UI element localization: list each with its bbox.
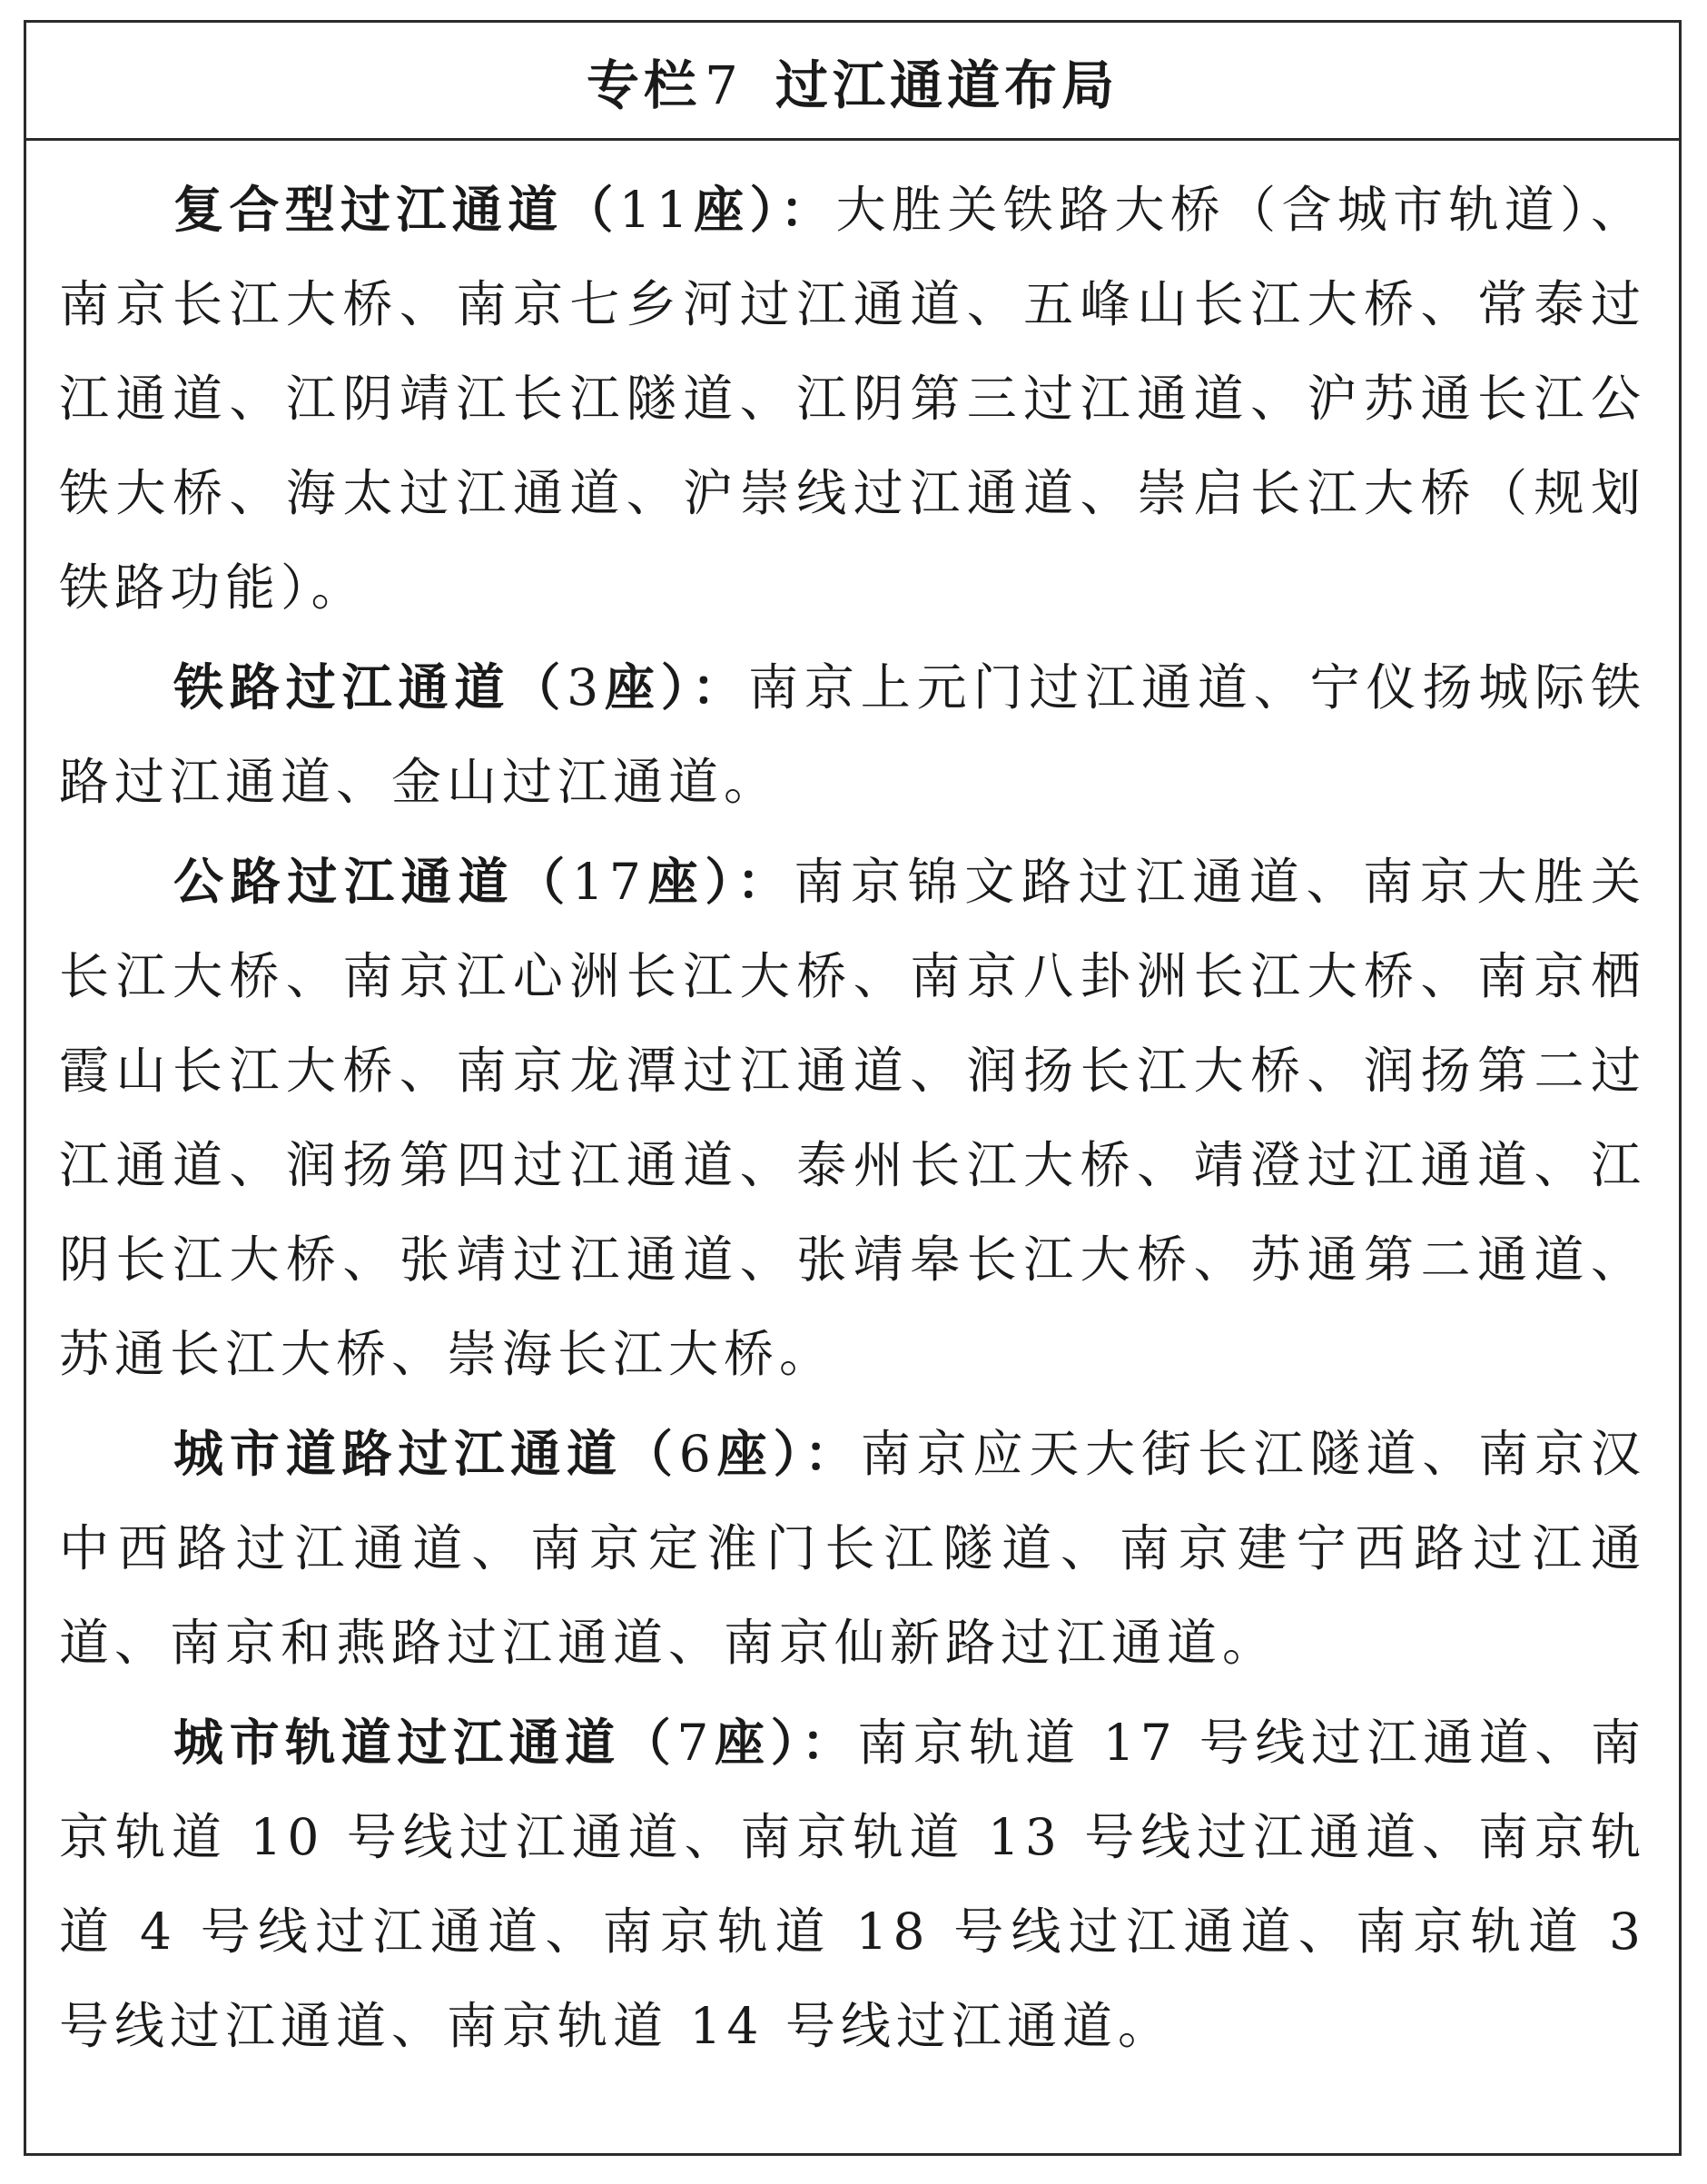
box-number: 7 [705,54,743,116]
section-railway [59,640,1646,829]
box-title [587,43,1119,119]
box-title-text: 过江通道布局 [775,54,1119,116]
section-composite [59,163,1646,635]
box-header [26,23,1679,141]
section-text: 南京锦文路过江通道、南京大胜关长江大桥、南京江心洲长江大桥、南京八卦洲长江大桥、南京栖霞山长江大桥、南京龙潭过江通道、润扬长江大桥、润扬第二过江通道、润扬第四过江通道、泰州长江大桥、靖澄过江通道、江阴长江大桥、张靖过江通道、张靖皋长江大桥、苏通第二通道、苏通长江大桥、崇海长江大桥。 [59,853,1646,1383]
box-body [26,141,1679,2073]
section-text: 大胜关铁路大桥（含城市轨道）、南京长江大桥、南京七乡河过江通道、五峰山长江大桥、常泰过江通道、江阴靖江长江隧道、江阴第三过江通道、沪苏通长江公铁大桥、海太过江通道、沪崇线过江通道、崇启长江大桥（规划铁路功能）。 [59,181,1646,617]
section-urban-road [59,1407,1646,1690]
section-text: 南京轨道 17 号线过江通道、南京轨道 10 号线过江通道、南京轨道 13 号线过江通道、南京轨道 4 号线过江通道、南京轨道 18 号线过江通道、南京轨道 3 号线过江通道、南京轨道 14 号线过江通道。 [59,1714,1646,2055]
section-heading: 铁路过江通道（3座）： [173,658,749,716]
section-highway [59,835,1646,1401]
section-heading: 城市轨道过江通道（7座）： [173,1714,858,1772]
box-label: 专栏 [587,54,702,116]
column-box [24,20,1682,2156]
section-heading: 复合型过江通道（11座）： [173,181,836,239]
section-heading: 城市道路过江通道（6座）： [173,1425,861,1483]
section-heading: 公路过江通道（17座）： [173,853,794,911]
section-text: 南京应天大街长江隧道、南京汉中西路过江通道、南京定淮门长江隧道、南京建宁西路过江通道、南京和燕路过江通道、南京仙新路过江通道。 [59,1425,1646,1672]
section-urban-rail [59,1695,1646,2073]
section-text: 南京上元门过江通道、宁仪扬城际铁路过江通道、金山过江通道。 [59,658,1646,811]
